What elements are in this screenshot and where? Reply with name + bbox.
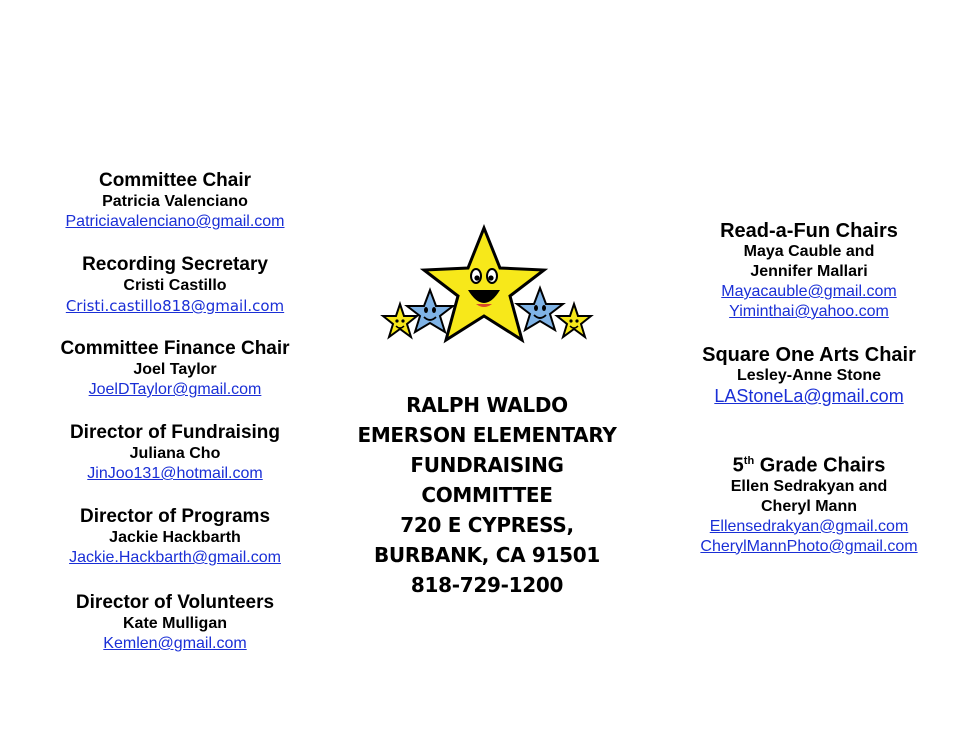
- committee-chair-name: Patricia Valenciano: [102, 193, 248, 210]
- fifth-grade-title-num: 5: [732, 454, 744, 477]
- recording-secretary-email[interactable]: Cristi.castillo818@gmail.com: [65, 297, 285, 315]
- address-line: BURBANK, CA 91501: [373, 543, 600, 567]
- address-line: EMERSON ELEMENTARY: [357, 423, 617, 447]
- small-yellow-star-right: [557, 304, 591, 337]
- programs-director-title: Director of Programs: [79, 506, 271, 527]
- fifth-grade-email[interactable]: Ellensedrakyan@gmail.com: [709, 517, 909, 535]
- committee-chair-entry: [44, 170, 306, 232]
- square-one-title: Square One Arts Chair: [702, 344, 916, 366]
- fifth-grade-title: [676, 450, 942, 477]
- recording-secretary-entry: [44, 254, 306, 316]
- address-line: COMMITTEE: [421, 483, 553, 507]
- read-a-fun-email[interactable]: Mayacauble@gmail.com: [721, 283, 897, 300]
- phone-number: 818-729-1200: [410, 573, 564, 597]
- programs-director-entry: [44, 506, 306, 568]
- finance-chair-name: Joel Taylor: [133, 361, 217, 378]
- fundraising-director-title: Director of Fundraising: [69, 422, 281, 443]
- square-one-entry: [676, 344, 942, 406]
- finance-chair-entry: [44, 338, 306, 400]
- right-column: [676, 220, 942, 557]
- fundraising-director-name: Juliana Cho: [129, 445, 221, 462]
- fundraising-director-entry: [44, 422, 306, 484]
- committee-chair-email[interactable]: Patriciavalenciano@gmail.com: [65, 213, 285, 230]
- smiling-stars-icon: [378, 224, 596, 346]
- fifth-grade-name: Ellen Sedrakyan and: [730, 477, 888, 495]
- square-one-name: Lesley-Anne Stone: [736, 367, 882, 384]
- read-a-fun-entry: [676, 220, 942, 322]
- committee-address-block: [350, 390, 624, 600]
- blue-star-right: [517, 288, 563, 330]
- recording-secretary-title: Recording Secretary: [82, 254, 268, 275]
- left-column: [44, 170, 306, 654]
- finance-chair-email[interactable]: JoelDTaylor@gmail.com: [88, 381, 262, 398]
- address-line: FUNDRAISING: [410, 453, 564, 477]
- fifth-grade-title-sup: th: [743, 455, 755, 467]
- volunteers-director-title: Director of Volunteers: [75, 592, 275, 613]
- address-line: 720 E CYPRESS,: [400, 513, 574, 537]
- fundraising-director-email[interactable]: JinJoo131@hotmail.com: [87, 465, 263, 482]
- star-logo: [378, 224, 596, 346]
- read-a-fun-title: Read-a-Fun Chairs: [720, 220, 898, 242]
- committee-chair-title: Committee Chair: [98, 170, 252, 191]
- read-a-fun-email[interactable]: Yiminthai@yahoo.com: [729, 303, 889, 320]
- read-a-fun-name: Maya Cauble and: [743, 243, 875, 260]
- square-one-email[interactable]: LAStoneLa@gmail.com: [714, 386, 904, 406]
- fifth-grade-entry: [676, 450, 942, 557]
- fifth-grade-name: Cheryl Mann: [760, 497, 857, 515]
- fifth-grade-email[interactable]: CherylMannPhoto@gmail.com: [700, 537, 918, 555]
- address-line: RALPH WALDO: [406, 393, 568, 417]
- blue-star-left: [407, 290, 453, 332]
- volunteers-director-entry: [44, 592, 306, 654]
- fifth-grade-title-rest: Grade Chairs: [754, 454, 886, 477]
- volunteers-director-name: Kate Mulligan: [122, 615, 227, 632]
- finance-chair-title: Committee Finance Chair: [60, 338, 290, 359]
- programs-director-name: Jackie Hackbarth: [109, 529, 241, 546]
- volunteers-director-email[interactable]: Kemlen@gmail.com: [103, 635, 247, 652]
- read-a-fun-name: Jennifer Mallari: [750, 263, 868, 280]
- programs-director-email[interactable]: Jackie.Hackbarth@gmail.com: [69, 549, 281, 566]
- recording-secretary-name: Cristi Castillo: [123, 277, 227, 294]
